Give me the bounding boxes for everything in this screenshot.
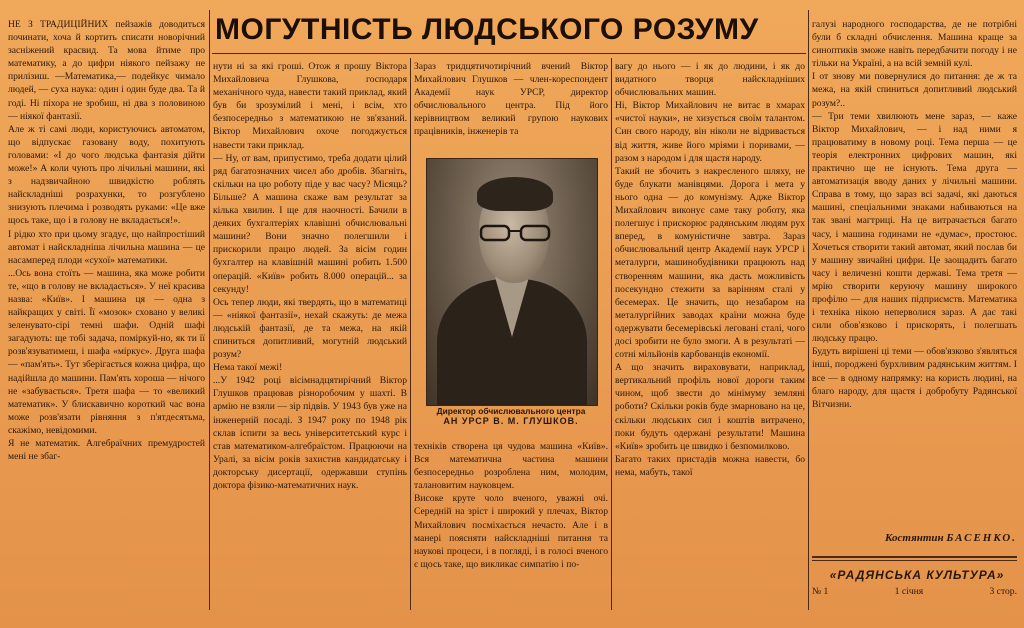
- article-column-4: вагу до нього — і як до людини, і як до видатного творця найскладніших обчислювальних машин. Ні, Віктор Михайлович не витає в хмарах «чистої науки», не хизується своїм талантом. Син свого народу, він ніколи не відривається від життя, живе його мріями і поривами, — разом з народом і для щастя народу. Такий не збочить з накресленого шляху, не буде блукати манівцями. Дорога і мета у нього одна — до комунізму. Адже Віктор Михайлович виконує саме таку роботу, яка полегшує і прискорює радянським людям рух вперед, в комуністичне завтра. Зараз обчислювальний центр Академії наук УРСР і металурги, машинобудівники працюють над створенням машини, яка дасть можливість посекундно стежити за варінням сталі у бесемерах. Це значить, що незабаром на металургійних заводах країни можна буде одержувати бесемерівські леговані сталі, чого досі зробити не було змоги. А в результаті — сотні мільйонів карбованців економії. А що значить вираховувати, наприклад, вертикальний профіль нової дороги таким чином, щоб звести до мінімуму земляні роботи? Скільки років буде змарновано на це, скільки людських сил і коштів витрачено, поки будуть одержані результати! Машина «Київ» зробить це швидко і безпомилково. Багато таких пристадів можна навести, бо нема, мабуть, такої: [615, 61, 805, 478]
- author-first-name: Костянтин: [884, 532, 944, 544]
- article-title: МОГУТНІСТЬ ЛЮДСЬКОГО РОЗУМУ: [215, 13, 759, 46]
- article-column-5: галузі народного господарства, де не потрібні були б складні обчислення. Машина краще за синоптиків зможе навіть передбачити погоду і не тільки на Україні, а на всій земній кулі. І от знову ми повернулися до питання: де ж та межа, на якій спиниться допитливий людський розум?.. — Три теми хвилюють мене зараз, — каже Віктор Михайлович, — і над ними я працюватиму в новому році. Тема перша — це теорія електронних цифрових машин, які практично ще не існують. Тема друга — автоматизація вводу даних у лічильні машини. Справа в тому, що зараз всі задачі, які даються машині, спеціальними знаками набиваються на так звані магтриці. На це витрачається багато часу, і машина годинами не «думає», простоює. Хочеться створити такий автомат, який послав би у машину звичайні цифри. Це заощадить багато часу і величезні кошти державі. Тема третя — мрію створити керуючу машину широкого профілю — для наших підприємств. Математика і техніка нікою неперволися зараз. А дає такі сили обов'язково і прискорять, і полегшать людську працю. Будуть вирішені ці теми — обов'язково з'являться інші, породжені бурхливим радянським життям. І все — в одному напрямку: на користь людині, на благо народу, для щастя і добробуту Радянської Вітчизни.: [812, 19, 1017, 410]
- column-divider: [209, 10, 210, 610]
- portrait-photo: [426, 158, 598, 406]
- photo-caption-line-2: АН УРСР В. М. ГЛУШКОВ.: [443, 416, 579, 426]
- column-divider: [611, 58, 612, 610]
- photo-caption-line-1: Директор обчислювального центра: [436, 406, 586, 416]
- column-divider: [808, 10, 809, 610]
- issue-number: № 1: [812, 586, 829, 597]
- article-column-2: нути ні за які гроші. Отож я прошу Віктора Михайловича Глушкова, господаря механічного чуда, навести такий приклад, який був би зрозумілий і мені, і всім, хто безпосередньо з математикою не зв'язаний. Віктор Михайлович охоче погоджується навести таки приклад. — Ну, от вам, припустимо, треба додати цілий ряд багатозначних чисел або дробів. Збагніть, скільки на цю роботу піде у вас часу? Місяць? Більше? А машина скаже вам результат за кілька хвилин. І ще для наочності. Бачили в деяких бухгалтеріях клавішні обчислювальні машини? Вони значно полегшили і прискорили працю людей. За вісім годин бухгалтер на клавішній машині робить 1.500 операцій. «Київ» робить 8.000 операцій... за секунду! Ось тепер люди, які твердять, що в математиці — «ніякої фантазії», нехай скажуть: де межа людській фантазії, де та межа, на якій спиниться допитливий, могутній людський розум? Нема такої межі! ...У 1942 році вісімнадцятирічний Віктор Глушков працював різноробочим у шахті. В армію не взяли — зір підвів. У 1943 був уже на інженерній посаді. З 1947 року по 1948 рік склав іспити за весь університетський курс і став математиком-алгебраїстом. Працюючи на Уралі, за вісім років захистив кандидатську і докторську дисертації, одержавши ступінь доктора фізико-математичних наук.: [213, 61, 407, 491]
- title-underline: [212, 53, 806, 54]
- page-number: 3 стор.: [989, 586, 1017, 597]
- newspaper-name: «РАДЯНСЬКА КУЛЬТУРА»: [829, 568, 1005, 582]
- photo-glasses: [477, 223, 555, 243]
- photo-caption: [413, 406, 609, 426]
- issue-date: 1 січня: [894, 586, 924, 597]
- footer-rule: [812, 556, 1017, 558]
- author-signature: [812, 532, 1017, 544]
- column-divider: [410, 58, 411, 610]
- article-column-1: НЕ З ТРАДИЦІЙНИХ пейзажів доводиться починати, хоча й кортить списати новорічний засніжений красвид. Та мова йтиме про математику, а до цифри ніякого пейзажу не прилізиш. —Математика,— подейкує чимало людей, — суха наука: один і один буде два. Та й годі. Ні піхора не зробиш, ні два з половиною — ніякої фантазії. Але ж ті самі люди, користуючись автоматом, що відпускає газовану воду, похитують головами: «І до чого людська фантазія дійти може!» А коли чують про лічильні машини, які з надзвичайною швидкістю роблять найскладніші розрахунки, то розгублено знизують плечима і розводять руками: «Це вже щось таке, що і в голову не вкладається!». І рідко хто при цьому згадує, що найпростіший автомат і найскладніша лічильна машина — це насамперед плоди «сухої» математики. ...Ось вона стоїть — машина, яка може робити те, «що в голову не вкладається». У неї красива назва: «Київ». І машина ця — одна з найкращих у світі. Її «мозок» сховано у великі зеленувато-сірі темні шафи. Одній шафі загадують: ще тобі задача, поміркуй-но, як ти її розв'язуватимеш, і шафа «міркує». Друга шафа — «пам'ять». Тут зберігається кожна цифра, що надійшла до машини. Пам'ять хороша — нічого не «забувається». Третя шафа — то «великий математик». У блискавично короткий час вона може розв'язати рівняння з п'ятдесятьма, скажімо, невідомими. Я не математик. Алгебраїчних премудростей мені не збаг-: [8, 19, 205, 463]
- photo-hair: [477, 177, 553, 211]
- article-column-3-top: Зараз тридцятичотирічний вчений Віктор Михайлович Глушков — член-кореспондент Академії наук УРСР, директор обчислювального центра. Під його керівництвом великий групою наукових працівників, інженерів та: [414, 61, 608, 138]
- issue-info: [812, 586, 1017, 597]
- footer-rule: [812, 560, 1017, 561]
- author-last-name: БАСЕНКО.: [946, 532, 1017, 544]
- article-column-3-bottom: техніків створена ця чудова машина «Київ». Вся математична частина машини безпосередньо розроблена ним, молодим, талановитим науковцем. Високе круте чоло вченого, уважні очі. Середній на зріст і широкий у плечах, Віктор Михайлович посміхається нечасто. Але і в манері поясняти найскладніші питання та наукові процеси, і в погляді, і в голосі вченого є щось таке, що викликає симпатію і по-: [414, 441, 608, 570]
